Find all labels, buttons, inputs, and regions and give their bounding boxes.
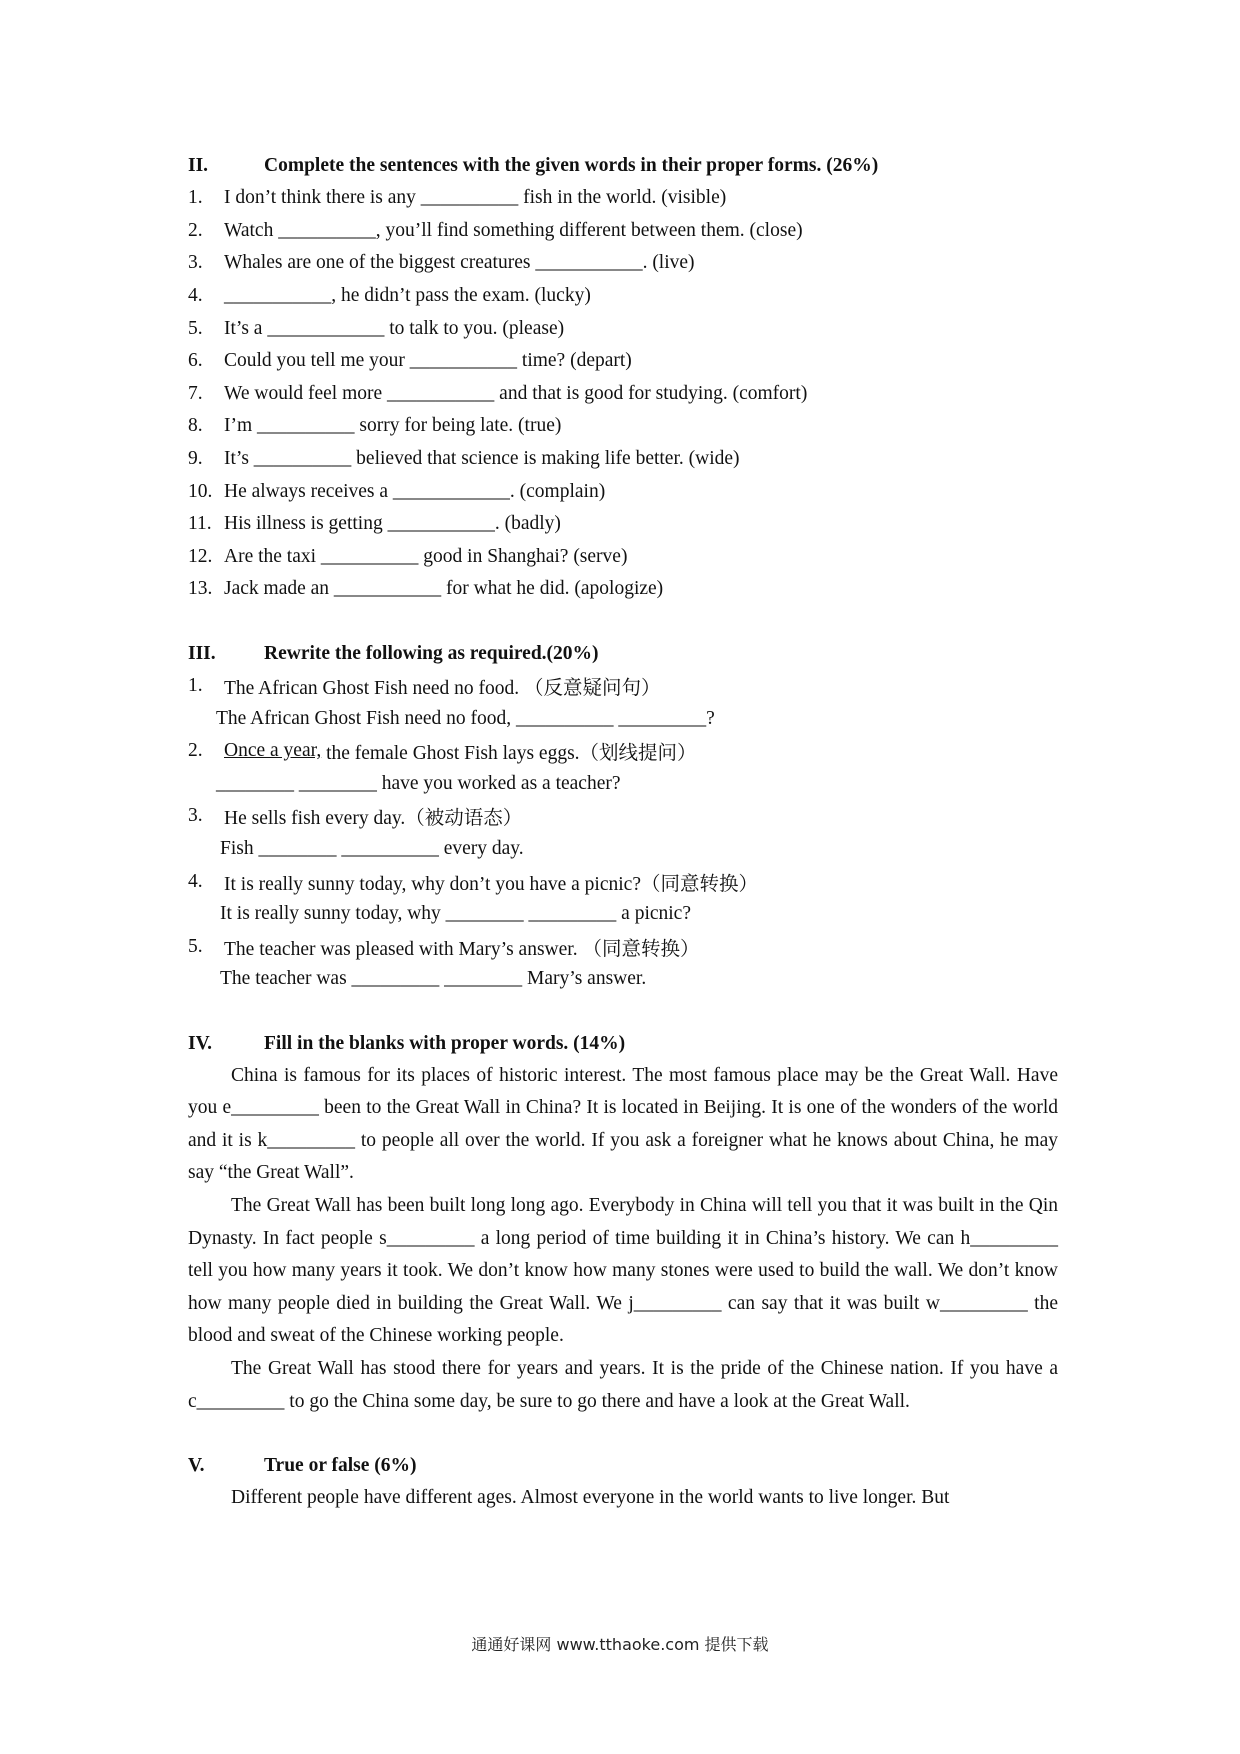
- rewrite-line: Fish ________ __________ every day.: [220, 837, 524, 859]
- section-3-items: [188, 670, 1058, 996]
- section-2-items: [188, 182, 1058, 606]
- list-item: 12. Are the taxi __________ good in Shanghai? (serve): [188, 545, 628, 567]
- rewrite-line: The teacher was _________ ________ Mary’s answer.: [220, 968, 647, 990]
- list-item: 13. Jack made an ___________ for what he did. (apologize): [188, 578, 664, 600]
- underlined-phrase: Once a year,: [224, 740, 322, 762]
- list-item: 6. Could you tell me your ___________ time? (depart): [188, 350, 632, 372]
- passage-paragraph: The Great Wall has stood there for years and years. It is the pride of the Chinese nation. If you have a c_________ to go the China some day, be sure to go there and have a look at the Great Wall.: [188, 1358, 1058, 1412]
- list-item: 5. The teacher was pleased with Mary’s answer. （同意转换）: [188, 935, 700, 960]
- list-item: 8. I’m __________ sorry for being late. (true): [188, 415, 562, 437]
- section-title: True or false (6%): [264, 1455, 417, 1477]
- section-title: Fill in the blanks with proper words. (14%): [264, 1032, 626, 1054]
- list-item: 2. Once a year, the female Ghost Fish lays eggs.（划线提问）: [188, 740, 697, 765]
- rewrite-line: It is really sunny today, why ________ _________ a picnic?: [220, 903, 691, 925]
- section-4-heading: [188, 1028, 1058, 1060]
- list-item: 11. His illness is getting ___________. (badly): [188, 513, 561, 535]
- list-item: 4. It is really sunny today, why don’t you have a picnic?（同意转换）: [188, 870, 758, 895]
- list-item: 4. ___________, he didn’t pass the exam. (lucky): [188, 285, 591, 307]
- list-item: 7. We would feel more ___________ and that is good for studying. (comfort): [188, 382, 808, 404]
- list-item: 1. The African Ghost Fish need no food. （反意疑问句）: [188, 675, 661, 700]
- list-item: 3. Whales are one of the biggest creatures ___________. (live): [188, 252, 695, 274]
- section-5-heading: [188, 1450, 1058, 1482]
- passage-paragraph: China is famous for its places of historic interest. The most famous place may be the Great Wall. Have you e_________ been to the Great Wall in China? It is located in Beijing. It is one of the wonders of the world and it is k_________ to people all over the world. If you ask a foreigner what he knows about China, he may say “the Great Wall”.: [188, 1064, 1058, 1184]
- rewrite-line: ________ ________ have you worked as a teacher?: [216, 772, 621, 794]
- list-item: 10. He always receives a ____________. (complain): [188, 480, 606, 502]
- section-title: Rewrite the following as required.(20%): [264, 642, 599, 664]
- passage-paragraph: The Great Wall has been built long long ago. Everybody in China will tell you that it was built in the Qin Dynasty. In fact people s_________ a long period of time building it in China’s history. We can h_________ tell you how many years it took. We don’t know how many stones were used to build the wall. We don’t know how many people died in building the Great Wall. We j_________ can say that it was built w_________ the blood and sweat of the Chinese working people.: [188, 1195, 1058, 1347]
- section-2-heading: [188, 150, 1058, 182]
- rewrite-line: The African Ghost Fish need no food, __________ _________?: [216, 707, 715, 729]
- list-item: 3. He sells fish every day.（被动语态）: [188, 805, 523, 830]
- list-item: 9. It’s __________ believed that science is making life better. (wide): [188, 448, 740, 470]
- page-footer: 通通好课网 www.tthaoke.com 提供下载: [471, 1635, 769, 1654]
- list-item: 5. It’s a ____________ to talk to you. (please): [188, 317, 565, 339]
- list-item: 2. Watch __________, you’ll find something different between them. (close): [188, 219, 803, 241]
- passage-paragraph: Different people have different ages. Almost everyone in the world wants to live longer. But: [231, 1487, 950, 1509]
- section-number: II.: [188, 155, 209, 176]
- section-number: V.: [188, 1455, 205, 1477]
- section-title: Complete the sentences with the given words in their proper forms. (26%): [264, 155, 879, 176]
- worksheet-page: [188, 150, 1058, 1515]
- section-number: III.: [188, 642, 216, 664]
- section-3-heading: [188, 638, 1058, 670]
- section-number: IV.: [188, 1032, 213, 1054]
- list-item: 1. I don’t think there is any __________ fish in the world. (visible): [188, 187, 727, 209]
